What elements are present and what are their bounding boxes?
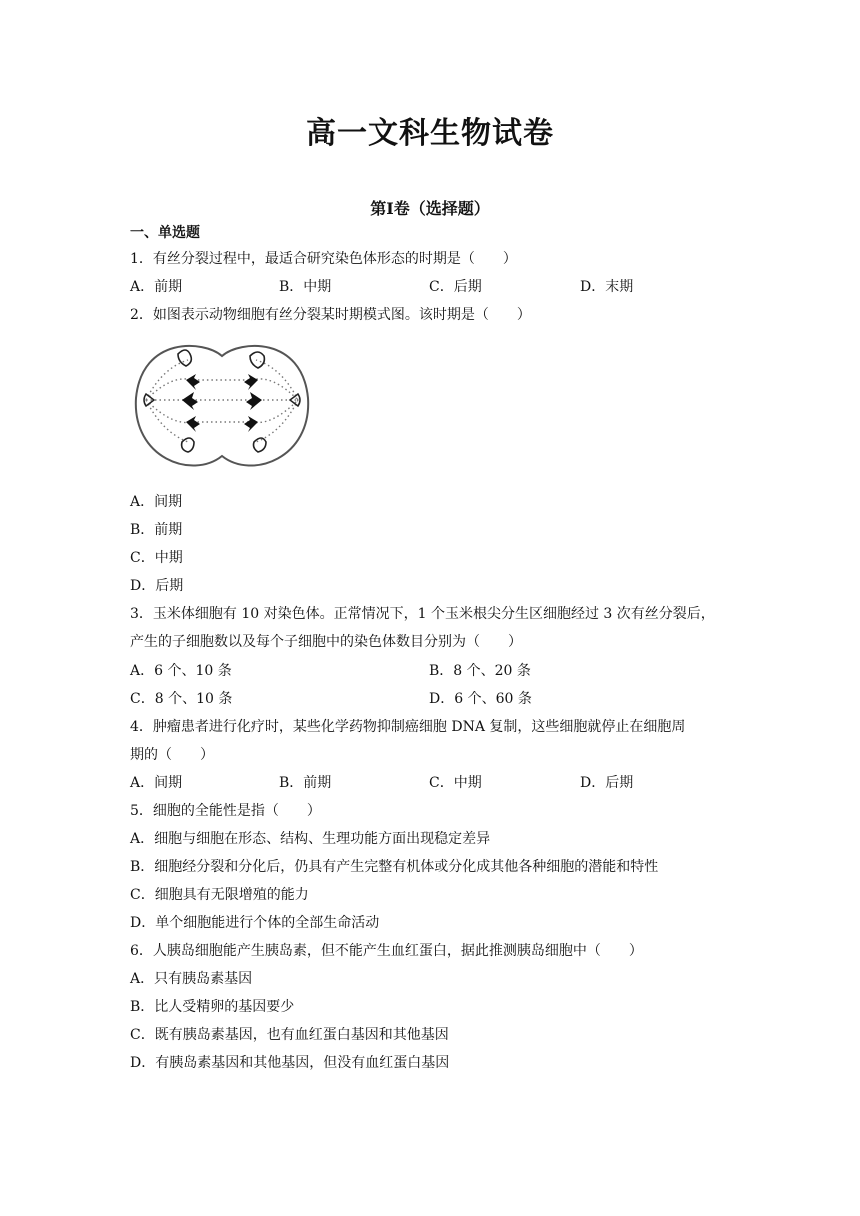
cell-membrane-outline xyxy=(136,346,308,466)
question-6-option-a: A．只有胰岛素基因 xyxy=(130,971,253,987)
cell-division-figure xyxy=(132,338,312,472)
question-2-option-d: D．后期 xyxy=(130,578,184,594)
question-1-option-c: C．后期 xyxy=(429,279,482,295)
question-3-option-a: A．6 个、10 条 xyxy=(130,663,232,679)
question-5-option-c: C．细胞具有无限增殖的能力 xyxy=(130,887,309,903)
question-6-option-d: D．有胰岛素基因和其他基因，但没有血红蛋白基因 xyxy=(130,1055,450,1071)
centrosome-left xyxy=(144,394,154,406)
question-2-option-c: C．中期 xyxy=(130,550,183,566)
question-5-option-b: B．细胞经分裂和分化后，仍具有产生完整有机体或分化成其他各种细胞的潜能和特性 xyxy=(130,859,659,875)
question-2-option-b: B．前期 xyxy=(130,522,183,538)
question-3-stem-line-1: 3．玉米体细胞有 10 对染色体。正常情况下，1 个玉米根尖分生区细胞经过 3 次有丝分裂后， xyxy=(130,606,715,622)
question-2-stem: 2．如图表示动物细胞有丝分裂某时期模式图。该时期是（ ） xyxy=(130,307,531,323)
chromosomes-left xyxy=(182,374,200,432)
question-3-option-d: D．6 个、60 条 xyxy=(429,691,532,707)
question-4-stem-line-1: 4．肿瘤患者进行化疗时，某些化学药物抑制癌细胞 DNA 复制，这些细胞就停止在细胞周 xyxy=(130,719,686,735)
question-1-option-a: A．前期 xyxy=(130,279,183,295)
question-3-option-c: C．8 个、10 条 xyxy=(130,691,233,707)
question-2-option-a: A．间期 xyxy=(130,494,183,510)
question-1-stem: 1．有丝分裂过程中，最适合研究染色体形态的时期是（ ） xyxy=(130,251,517,267)
question-4-stem-line-2: 期的（ ） xyxy=(130,747,214,763)
chromosomes-right xyxy=(244,374,262,432)
question-5-stem: 5．细胞的全能性是指（ ） xyxy=(130,803,321,819)
section-title: 一、单选题 xyxy=(130,225,200,241)
question-4-option-d: D．后期 xyxy=(580,775,634,791)
question-4-option-a: A．间期 xyxy=(130,775,183,791)
question-3-option-b: B．8 个、20 条 xyxy=(429,663,531,679)
question-5-option-a: A．细胞与细胞在形态、结构、生理功能方面出现稳定差异 xyxy=(130,831,491,847)
question-1-option-d: D．末期 xyxy=(580,279,634,295)
exam-title: 高一文科生物试卷 xyxy=(306,116,554,151)
spindle-fibers xyxy=(146,360,298,442)
question-1-option-b: B．中期 xyxy=(279,279,332,295)
question-6-option-b: B．比人受精卵的基因要少 xyxy=(130,999,295,1015)
question-5-option-d: D．单个细胞能进行个体的全部生命活动 xyxy=(130,915,380,931)
question-4-option-b: B．前期 xyxy=(279,775,332,791)
question-6-stem: 6．人胰岛细胞能产生胰岛素，但不能产生血红蛋白，据此推测胰岛细胞中（ ） xyxy=(130,943,643,959)
question-4-option-c: C．中期 xyxy=(429,775,482,791)
question-6-option-c: C．既有胰岛素基因，也有血红蛋白基因和其他基因 xyxy=(130,1027,449,1043)
part-title: 第Ⅰ卷（选择题） xyxy=(370,199,490,218)
question-3-stem-line-2: 产生的子细胞数以及每个子细胞中的染色体数目分别为（ ） xyxy=(130,634,522,650)
